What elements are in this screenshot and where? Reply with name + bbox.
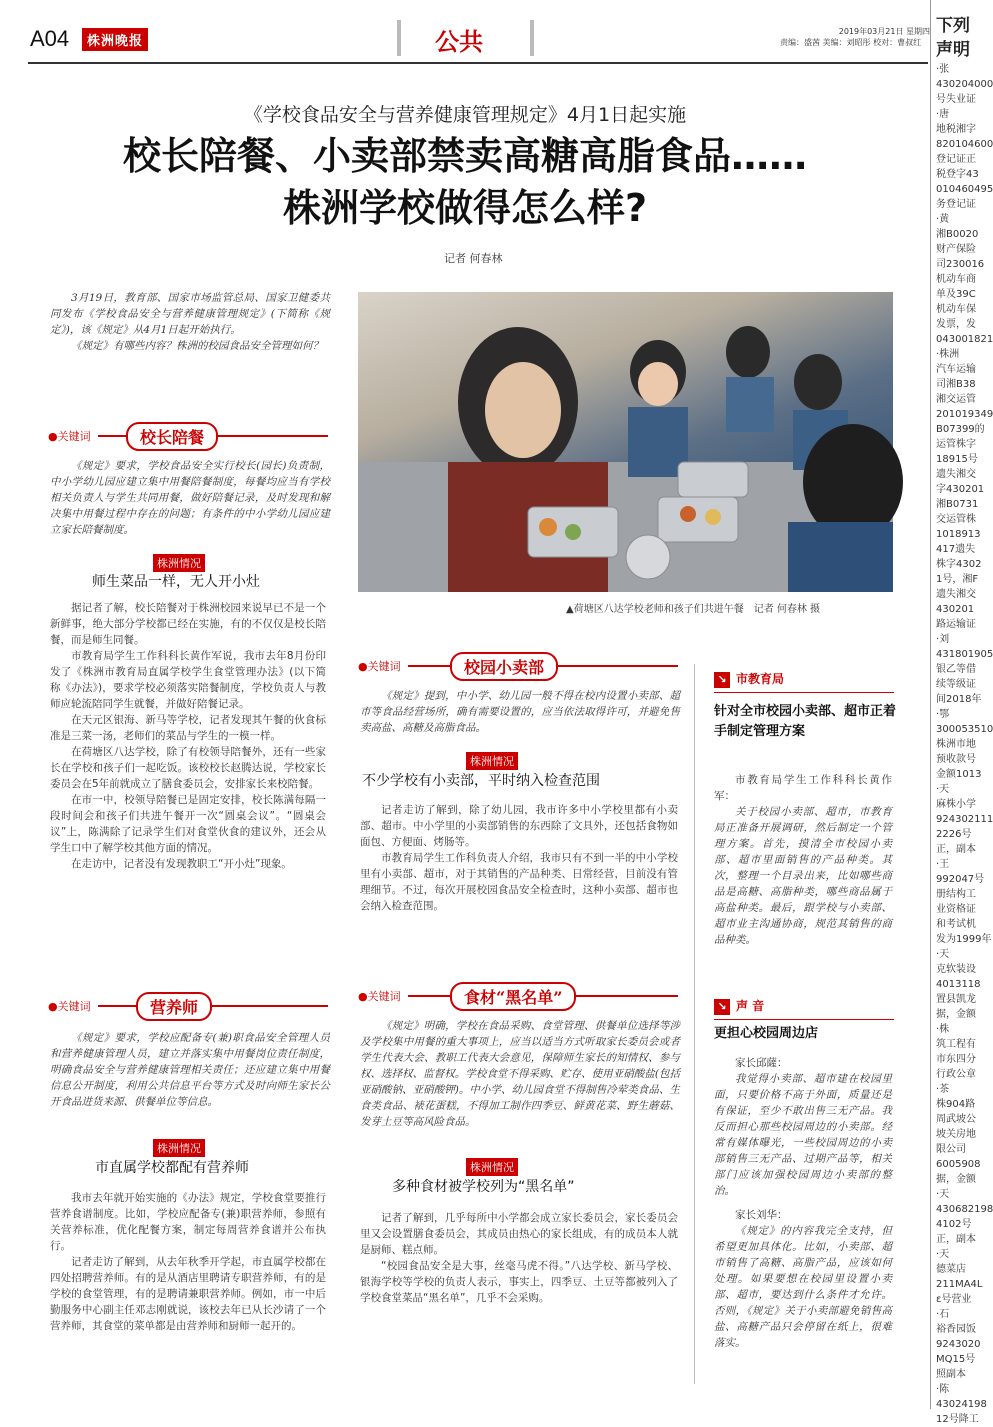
sidebar-notice-line: 遗失湘交 — [936, 469, 976, 480]
sidebar-notice-line: 司230016 — [936, 259, 985, 270]
sidebar-notice-line: 司湘B38 — [936, 379, 976, 390]
sidebar-notice-line: 行政公章 — [936, 1069, 976, 1080]
sidebar-notice-line: MQ15号 — [936, 1354, 976, 1365]
body-paragraph: 在荷塘区八达学校，除了有校领导陪餐外，还有一些家长在学校和孩子们一起吃饭。该校校长赵腾达说，学校家长委员会在5年前就成立了膳食委员会，安排家长来校陪餐。 — [50, 746, 326, 790]
sidebar-notice-line: 201019349 — [936, 409, 993, 420]
sidebar-notice-line: 照副本 — [936, 1369, 966, 1380]
sidebar-notice-line: 010460495 — [936, 184, 993, 195]
sidebar-notice-line: 字430201 — [936, 484, 985, 495]
local-situation-tag: 株洲情况 — [153, 1139, 205, 1157]
header-rule — [28, 62, 928, 64]
sidebar-notice-line: 株洲市地 — [936, 739, 976, 750]
photo-illustration — [358, 292, 893, 592]
sidebar-notice-line: 坡关房地 — [936, 1129, 976, 1140]
sidebar-notice-line: ·天 — [936, 784, 950, 795]
body-paragraph: 市教育局学生工作科科长黄作军说，我市去年8月份印发了《株洲市教育局直属学校学生食堂管理办法》(以下简称《办法》)，要求学校必须落实陪餐制度，学校负责人与教师应轮流陪同学生就餐，并做好陪餐记录。 — [50, 650, 326, 710]
sidebar-notice-line: 431801905 — [936, 649, 993, 660]
sidebar-notice-line: 据，金额 — [936, 1009, 976, 1020]
sidebar-notice-line: 1号，湘F — [936, 574, 979, 585]
newspaper-logo: 株洲晚报 — [82, 28, 148, 51]
sidebar-notice-line: 正，副本 — [936, 1234, 976, 1245]
keyword-label: ●关键词 — [48, 430, 91, 443]
section-subhead: 多种食材被学校列为“黑名单” — [392, 1179, 575, 1195]
box-title: 更担心校园周边店 — [714, 1026, 819, 1041]
body-paragraph: “校园食品安全是大事，丝毫马虎不得。”八达学校、新马学校、银海学校等学校的负责人表示，事实上，四季豆、土豆等都被列入了学校食堂菜品“黑名单”，几乎不会采购。 — [360, 1260, 678, 1304]
sidebar-notice-line: 汽车运输 — [936, 364, 976, 375]
sidebar-notice-line: 裕香园饭 — [936, 1324, 976, 1335]
sidebar-notice-line: ·鄂 — [936, 709, 950, 720]
sidebar-notice-line: 税登字43 — [936, 169, 979, 180]
local-situation-tag: 株洲情况 — [466, 1158, 518, 1176]
sidebar-notice-line: 周武坡公 — [936, 1114, 976, 1125]
box-rule — [714, 1019, 894, 1020]
sidebar-notice-line: 株904路 — [936, 1099, 976, 1110]
sidebar-notice-line: 置县凯龙 — [936, 994, 976, 1005]
section-body — [360, 802, 678, 914]
intro-paragraph: 《规定》有哪些内容？株洲的校园食品安全管理如何？ — [71, 340, 323, 352]
sidebar-notice-line: 限公司 — [936, 1144, 966, 1155]
sidebar-title — [936, 14, 985, 62]
sidebar-notice-line: 务登记证 — [936, 199, 976, 210]
issue-date: 2019年03月21日 星期四 — [838, 27, 930, 36]
sidebar-notice-line: 株字4302 — [936, 559, 982, 570]
sidebar-notice-line: B07399的 — [936, 424, 985, 435]
rule-paragraph: 《规定》要求，学校应配备专(兼)职食品安全管理人员和营养健康管理人员，建立并落实集中用餐岗位责任制度，明确食品安全与营养健康管理相关责任；还应建立集中用餐信息公开制度，利用公共信息平台等方式及时向师生家长公开食品进货来源、供餐单位等信息。 — [50, 1032, 330, 1108]
column-rule — [930, 0, 931, 1409]
keyword-tag: 营养师 — [136, 992, 212, 1021]
sidebar-notice-line: 筑工程有 — [936, 1039, 976, 1050]
sidebar-notice-line: 211MA4L — [936, 1279, 983, 1290]
keyword-banner-store — [358, 652, 678, 678]
sidebar-notice-line: 德菜店 — [936, 1264, 966, 1275]
rule-text — [360, 688, 680, 736]
sidebar-notice-line: 金额1013 — [936, 769, 982, 780]
body-paragraph: 据记者了解，校长陪餐对于株洲校园来说早已不是一个新鲜事，绝大部分学校都已经在实施，有的不仅仅是校长陪餐，而是师生同餐。 — [50, 602, 326, 646]
sidebar-notice-line: ·陈 — [936, 1384, 950, 1395]
sidebar-notice-line: ·张 — [936, 64, 950, 75]
sidebar-notice-line: 430204000 — [936, 79, 993, 90]
header-divider — [530, 20, 534, 56]
sidebar-notice-line: 18915号 — [936, 454, 978, 465]
sidebar-notice-line: 机动车保 — [936, 304, 976, 315]
article-headline — [0, 130, 930, 234]
sidebar-notice-line: 湘交运管 — [936, 394, 976, 405]
intro-text — [50, 290, 330, 354]
sidebar-notice-line: ·株洲 — [936, 349, 960, 360]
sidebar-notice-line: ·黄 — [936, 214, 950, 225]
speaker-name: 家长邱薩： — [735, 1057, 788, 1069]
sidebar-notice-line: 麻株小学 — [936, 799, 976, 810]
rule-text — [50, 458, 330, 538]
keyword-tag: 校园小卖部 — [450, 652, 558, 681]
sidebar-notice-line: ·天 — [936, 1249, 950, 1260]
sidebar-notice-line: 417遗失 — [936, 544, 976, 555]
box-paragraph: 我觉得小卖部、超市建在校园里面，只要价格不高于外面，质量还是有保证，至少不敢出售三无产品。我反而担心那些校园周边的小卖部。经常有媒体曝光，一些校园周边的小卖部销售三无产品、过期产品等，相关部门应该加强校园周边小卖部的整治。 — [714, 1073, 892, 1197]
local-situation-tag: 株洲情况 — [153, 554, 205, 572]
keyword-rule — [98, 1005, 328, 1007]
sidebar-title-line: 下列 — [936, 16, 970, 36]
editor-credits: 责编：盛茜 美编：刘昭彤 校对：曹叔红 — [780, 38, 922, 47]
header-divider — [397, 20, 401, 56]
sidebar-notice-line: ·石 — [936, 1309, 950, 1320]
sidebar-notice-line: 1018913 — [936, 529, 981, 540]
headline-line-2: 株洲学校做得怎么样? — [282, 186, 648, 230]
sidebar-notice-line: 4013118 — [936, 979, 981, 990]
arrow-icon: ↘ — [714, 672, 730, 688]
keyword-banner-principal — [48, 422, 328, 448]
section-title: 公共 — [435, 27, 483, 56]
sidebar-notice-line: ·天 — [936, 1189, 950, 1200]
rule-text — [50, 1030, 330, 1110]
section-body — [50, 600, 326, 872]
sidebar-notice-line: ·茶 — [936, 1084, 950, 1095]
sidebar-notice-line: 间2018年 — [936, 694, 982, 705]
sidebar-notice-line: 册结构工 — [936, 889, 976, 900]
body-paragraph: 记者走访了解到，除了幼儿园，我市许多中小学校里都有小卖部、超市。中小学里的小卖部销售的东西除了文具外，还包括食物如面包、方便面、烤肠等。 — [360, 804, 678, 848]
sidebar-notice-list — [936, 62, 993, 1427]
sidebar-notice-line: 财产保险 — [936, 244, 976, 255]
sidebar-notice-line: 预收款号 — [936, 754, 976, 765]
box-lead: 市教育局学生工作科科长黄作军： — [714, 774, 892, 802]
keyword-label: ●关键词 — [358, 660, 401, 673]
speaker-name: 家长刘华： — [735, 1209, 788, 1221]
sidebar-notice-line: 据，金额 — [936, 1174, 976, 1185]
sidebar-notice-line: 发票，发 — [936, 319, 976, 330]
sidebar-notice-line: ·株 — [936, 1024, 950, 1035]
sidebar-notice-line: 820104600 — [936, 139, 993, 150]
sidebar-notice-line: 043001821 — [936, 334, 993, 345]
section-subhead: 市直属学校都配有营养师 — [95, 1160, 249, 1176]
rule-paragraph: 《规定》明确，学校在食品采购、食堂管理、供餐单位选择等涉及学校集中用餐的重大事项上，应当以适当方式听取家长委员会或者学生代表大会、教职工代表大会意见，保障师生家长的知情权、参与权、选择权、监督权。学校食堂不得采购、贮存、使用亚硝酸盐(包括亚硝酸钠、亚硝酸钾)。中小学、幼儿园食堂不得制售冷荤类食品、生食类食品、裱花蛋糕，不得加工制作四季豆、鲜黄花菜、野生蘑菇、发芽土豆等高风险食品。 — [360, 1020, 680, 1128]
rule-paragraph: 《规定》提到，中小学、幼儿园一般不得在校内设置小卖部、超市等食品经营场所，确有需要设置的，应当依法取得许可，并避免售卖高盐、高糖及高脂食品。 — [360, 690, 680, 734]
sidebar-notice-line: 银乙等借 — [936, 664, 976, 675]
sidebar-notice-line: ·天 — [936, 949, 950, 960]
body-paragraph: 在市一中，校领导陪餐已是固定安排，校长陈满每隔一段时间会和孩子们共进午餐开一次“圆桌会议”。“圆桌会议”上，陈满除了记录学生们对食堂伙食的建议外，还会从学生口中了解学校其他方面的情况。 — [50, 794, 326, 854]
sidebar-notice-line: 运管株字 — [936, 439, 976, 450]
section-subhead: 不少学校有小卖部，平时纳入检查范围 — [362, 773, 600, 789]
box-label-education-bureau: ↘ 市教育局 — [714, 670, 784, 688]
box-title: 针对全市校园小卖部、超市正着手制定管理方案 — [714, 704, 897, 739]
sidebar-notice-line: 和考试机 — [936, 919, 976, 930]
keyword-tag: 食材“黑名单” — [450, 982, 576, 1011]
sidebar-notice-line: 遗失湘交 — [936, 589, 976, 600]
box-paragraph: 《规定》的内容我完全支持，但希望更加具体化。比如，小卖部、超市销售了高糖、高脂产品，应该如何处理。如果要想在校园里设置小卖部、超市，要达到什么条件才允许。否则，《规定》关于小卖部避免销售高盐、高糖产品只会停留在纸上，很难落实。 — [714, 1225, 892, 1349]
rule-paragraph: 《规定》要求，学校食品安全实行校长(园长)负责制，中小学幼儿园应建立集中用餐陪餐制度，每餐均应当有学校相关负责人与学生共同用餐，做好陪餐记录，及时发现和解决集中用餐过程中存在的问题；有条件的中小学幼儿园应建立家长陪餐制度。 — [50, 460, 330, 536]
intro-paragraph: 3月19日，教育部、国家市场监管总局、国家卫健委共同发布《学校食品安全与营养健康管理规定》(下简称《规定》)，该《规定》从4月1日起开始执行。 — [50, 292, 330, 336]
box-label-voices: ↘ 声 音 — [714, 997, 764, 1015]
sidebar-notice-line: 924302111 — [936, 814, 993, 825]
sidebar-notice-line: 6005908 — [936, 1159, 981, 1170]
sidebar-notice-line: 交运管株 — [936, 514, 976, 525]
notice-sidebar — [936, 0, 993, 1425]
rule-text — [360, 1018, 680, 1130]
section-subhead: 师生菜品一样，无人开小灶 — [92, 574, 260, 590]
sidebar-notice-line: 12号降工 — [936, 1414, 979, 1425]
sidebar-notice-line: 正，副本 — [936, 844, 976, 855]
sidebar-notice-line: 湘B0731 — [936, 499, 979, 510]
sidebar-notice-line: 克软装设 — [936, 964, 976, 975]
sidebar-notice-line: 市东四分 — [936, 1054, 976, 1065]
box-rule — [714, 692, 894, 693]
section-body — [360, 1210, 678, 1306]
sidebar-notice-line: 4102号 — [936, 1219, 972, 1230]
sidebar-notice-line: 发为1999年 — [936, 934, 992, 945]
body-paragraph: 市教育局学生工作科负责人介绍，我市只有不到一半的中小学校里有小卖部、超市，对于其销售的产品种类、日常经营，目前没有管理细节。不过，每次开展校园食品安全检查时，这种小卖部、超市也会纳入检查范围。 — [360, 852, 678, 912]
sidebar-notice-line: 430682198 — [936, 1204, 993, 1215]
photo-caption: ▲荷塘区八达学校老师和孩子们共进午餐 记者 何春林 摄 — [566, 604, 821, 615]
arrow-icon: ↘ — [714, 999, 730, 1015]
sidebar-notice-line: 地税湘字 — [936, 124, 976, 135]
sidebar-notice-line: 登记证正 — [936, 154, 976, 165]
body-paragraph: 在走访中，记者没有发现教职工“开小灶”现象。 — [71, 858, 292, 870]
body-paragraph: 在天元区银海、新马等学校，记者发现其午餐的伙食标准是三菜一汤，老师们的菜品与学生的一模一样。 — [50, 714, 326, 742]
sidebar-notice-line: 号失业证 — [936, 94, 976, 105]
sidebar-notice-line: 430201 — [936, 604, 975, 615]
keyword-label: ●关键词 — [48, 1000, 91, 1013]
keyword-tag: 校长陪餐 — [126, 422, 218, 451]
lunch-photo — [358, 292, 893, 592]
sidebar-notice-line: ε号营业 — [936, 1294, 972, 1305]
page-number: A04 — [30, 26, 70, 51]
sidebar-notice-line: 2226号 — [936, 829, 972, 840]
sidebar-notice-line: 路运输证 — [936, 619, 976, 630]
body-paragraph: 记者走访了解到，从去年秋季开学起，市直属学校都在四处招聘营养师。有的是从酒店里聘请专职营养师，有的是学校的食堂管理，有的是聘请兼职营养师。例如，市一中后勤服务中心副主任邓志刚就说，该校去年已从长沙请了一个营养师，其食堂的菜单都是由营养师和厨师一起开的。 — [50, 1256, 326, 1332]
section-body — [50, 1190, 326, 1334]
headline-line-1: 校长陪餐、小卖部禁卖高糖高脂食品…… — [122, 134, 807, 178]
sidebar-notice-line: ·刘 — [936, 634, 950, 645]
sidebar-notice-line: ·王 — [936, 859, 950, 870]
box-body — [714, 1055, 892, 1351]
keyword-label: ●关键词 — [358, 990, 401, 1003]
sidebar-notice-line: 300053510 — [936, 724, 993, 735]
sidebar-notice-line: 业资格证 — [936, 904, 976, 915]
article-kicker: 《学校食品安全与营养健康管理规定》4月1日起实施 — [243, 104, 687, 126]
column-divider — [694, 664, 695, 1384]
keyword-banner-blacklist — [358, 982, 678, 1008]
sidebar-notice-line: 单及39C — [936, 289, 976, 300]
box-paragraph: 关于校园小卖部、超市，市教育局正准备开展调研，然后制定一个管理方案。首先，摸清全市校园小卖部、超市里面销售的产品种类。其次，整理一个目录出来，比如哪些商品是高糖、高脂种类，哪些商品属于高盐种类。最后，跟学校与小卖部、超市业主沟通协商，规范其销售的商品种类。 — [714, 806, 892, 946]
sidebar-notice-line: 43024198 — [936, 1399, 987, 1410]
sidebar-notice-line: 湘B0020 — [936, 229, 979, 240]
sidebar-title-line: 声明 — [936, 40, 970, 60]
sidebar-notice-line: ·唐 — [936, 109, 950, 120]
keyword-banner-nutritionist — [48, 992, 328, 1018]
page-meta — [780, 26, 930, 48]
sidebar-notice-line: 992047号 — [936, 874, 985, 885]
body-paragraph: 记者了解到，几乎每所中小学都会成立家长委员会，家长委员会里又会设置膳食委员会，其成员由热心的家长组成，有的成员本人就是厨师、糕点师。 — [360, 1212, 678, 1256]
sidebar-notice-line: 机动车商 — [936, 274, 976, 285]
box-body — [714, 772, 892, 948]
body-paragraph: 我市去年就开始实施的《办法》规定，学校食堂要推行营养食谱制度。比如，学校应配备专(兼)职营养师，参照有关营养标准，优化配餐方案，制定每周营养食谱并公布执行。 — [50, 1192, 326, 1252]
sidebar-notice-line: 续等级证 — [936, 679, 976, 690]
sidebar-notice-line: 9243020 — [936, 1339, 981, 1350]
local-situation-tag: 株洲情况 — [466, 752, 518, 770]
byline: 记者 何春林 — [444, 252, 503, 265]
